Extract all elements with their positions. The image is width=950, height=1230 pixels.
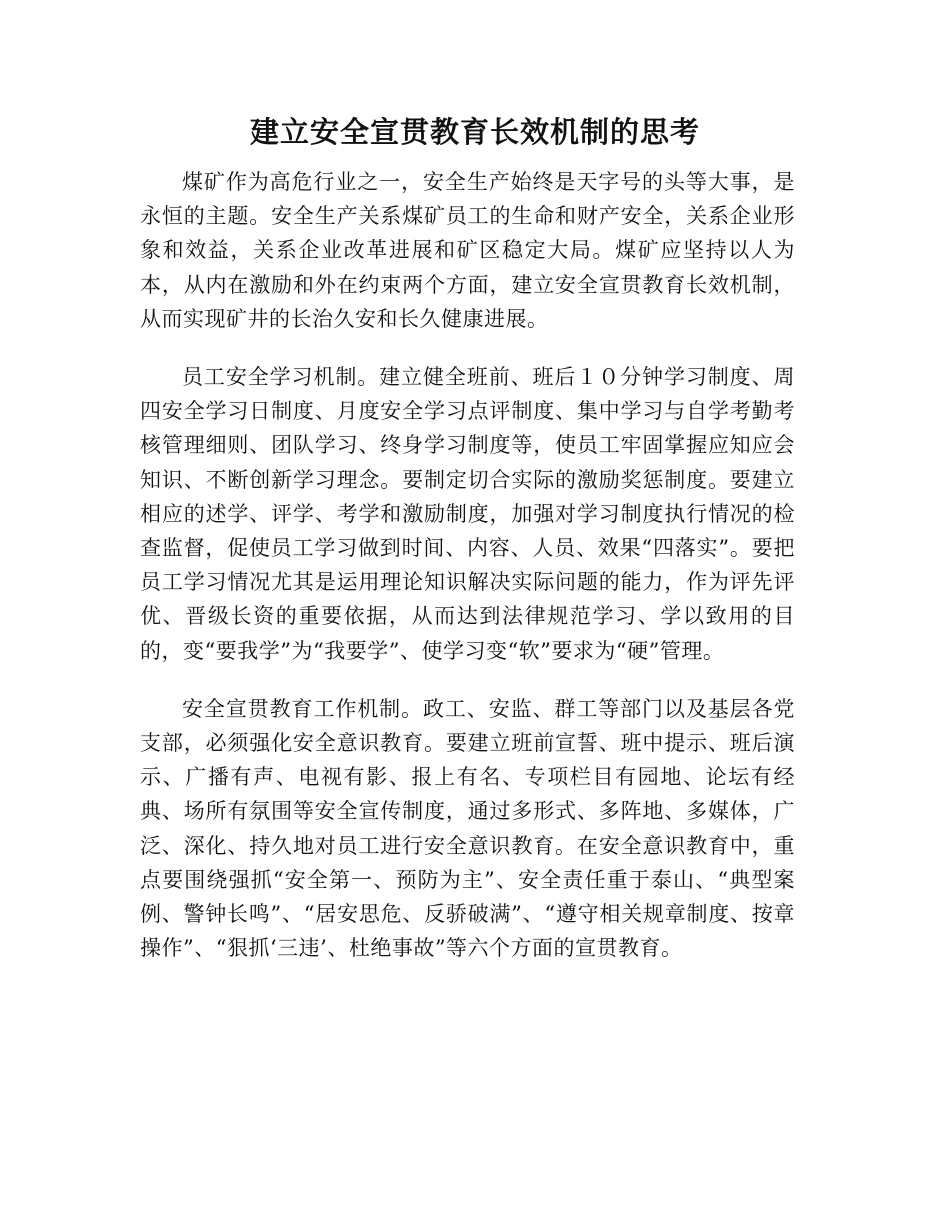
document-body — [140, 165, 795, 989]
paragraph-publicity-mechanism: 安全宣贯教育工作机制。政工、安监、群工等部门以及基层各党支部，必须强化安全意识教育。要建立班前宣誓、班中提示、班后演示、广播有声、电视有影、报上有名、专项栏目有园地、论坛有经典、场所有氛围等安全宣传制度，通过多形式、多阵地、多媒体，广泛、深化、持久地对员工进行安全意识教育。在安全意识教育中，重点要围绕强抓“安全第一、预防为主”、安全责任重于泰山、“典型案例、警钟长鸣”、“居安思危、反骄破满”、“遵守相关规章制度、按章操作”、“狠抓‘三违’、杜绝事故”等六个方面的宣贯教育。 — [140, 696, 795, 961]
document-title: 建立安全宣贯教育长效机制的思考 — [249, 115, 700, 149]
paragraph-learning-mechanism: 员工安全学习机制。建立健全班前、班后１０分钟学习制度、周四安全学习日制度、月度安全学习点评制度、集中学习与自学考勤考核管理细则、团队学习、终身学习制度等，使员工牢固掌握应知应会知识、不断创新学习理念。要制定切合实际的激励奖惩制度。要建立相应的述学、评学、考学和激励制度，加强对学习制度执行情况的检查监督，促使员工学习做到时间、内容、人员、效果“四落实”。要把员工学习情况尤其是运用理论知识解决实际问题的能力，作为评先评优、晋级长资的重要依据，从而达到法律规范学习、学以致用的目的，变“要我学”为“我要学”、使学习变“软”要求为“硬”管理。 — [140, 365, 795, 663]
paragraph-intro: 煤矿作为高危行业之一，安全生产始终是天字号的头等大事，是永恒的主题。安全生产关系煤矿员工的生命和财产安全，关系企业形象和效益，关系企业改革进展和矿区稳定大局。煤矿应坚持以人为本，从内在激励和外在约束两个方面，建立安全宣贯教育长效机制，从而实现矿井的长治久安和长久健康进展。 — [140, 170, 795, 331]
